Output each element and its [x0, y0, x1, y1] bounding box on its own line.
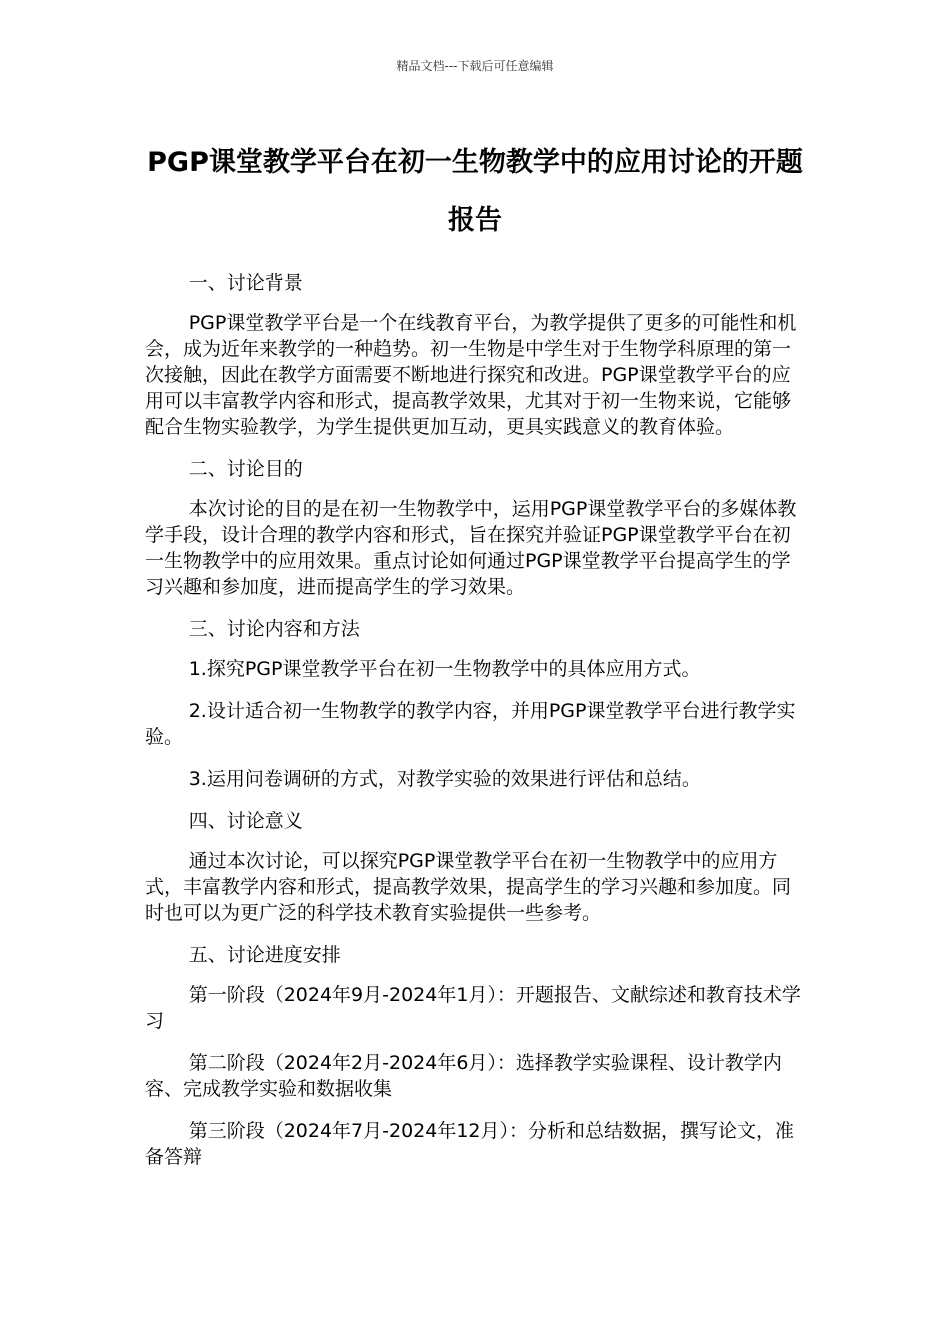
header-watermark: 精品文档---下载后可任意编辑	[396, 59, 554, 73]
document-title: PGP课堂教学平台在初一生物教学中的应用讨论的开题报告	[147, 147, 803, 236]
list-item-method-3: 3.运用问卷调研的方式，对教学实验的效果进行评估和总结。	[188, 768, 701, 790]
list-item-method-1: 1.探究PGP课堂教学平台在初一生物教学中的具体应用方式。	[188, 658, 701, 680]
paragraph-significance: 通过本次讨论，可以探究PGP课堂教学平台在初一生物教学中的应用方式，丰富教学内容和形式，提高教学效果，提高学生的学习兴趣和参加度。同时也可以为更广泛的科学技术教育实验提供一些参考。	[145, 850, 792, 924]
schedule-stage-1: 第一阶段（2024年9月-2024年1月）：开题报告、文献综述和教育技术学习	[145, 984, 801, 1032]
list-item-method-2: 2.设计适合初一生物教学的教学内容，并用PGP课堂教学平台进行教学实验。	[145, 700, 796, 748]
section-heading-schedule: 五、讨论进度安排	[188, 944, 341, 966]
document-body	[145, 270, 805, 1186]
paragraph-purpose: 本次讨论的目的是在初一生物教学中，运用PGP课堂教学平台的多媒体教学手段，设计合理的教学内容和形式，旨在探究并验证PGP课堂教学平台在初一生物教学中的应用效果。重点讨论如何通过PGP课堂教学平台提高学生的学习兴趣和参加度，进而提高学生的学习效果。	[145, 498, 797, 598]
paragraph-background: PGP课堂教学平台是一个在线教育平台，为教学提供了更多的可能性和机会，成为近年来教学的一种趋势。初一生物是中学生对于生物学科原理的第一次接触，因此在教学方面需要不断地进行探究和改进。PGP课堂教学平台的应用可以丰富教学内容和形式，提高教学效果，尤其对于初一生物来说，它能够配合生物实验教学，为学生提供更加互动，更具实践意义的教育体验。	[145, 312, 797, 438]
schedule-stage-3: 第三阶段（2024年7月-2024年12月）：分析和总结数据，撰写论文，准备答辩	[145, 1120, 795, 1168]
section-heading-significance: 四、讨论意义	[188, 810, 303, 832]
section-heading-purpose: 二、讨论目的	[188, 458, 303, 480]
section-heading-background: 一、讨论背景	[188, 272, 303, 294]
schedule-stage-2: 第二阶段（2024年2月-2024年6月）：选择教学实验课程、设计教学内容、完成教学实验和数据收集	[145, 1052, 782, 1100]
section-heading-content-method: 三、讨论内容和方法	[188, 618, 360, 640]
